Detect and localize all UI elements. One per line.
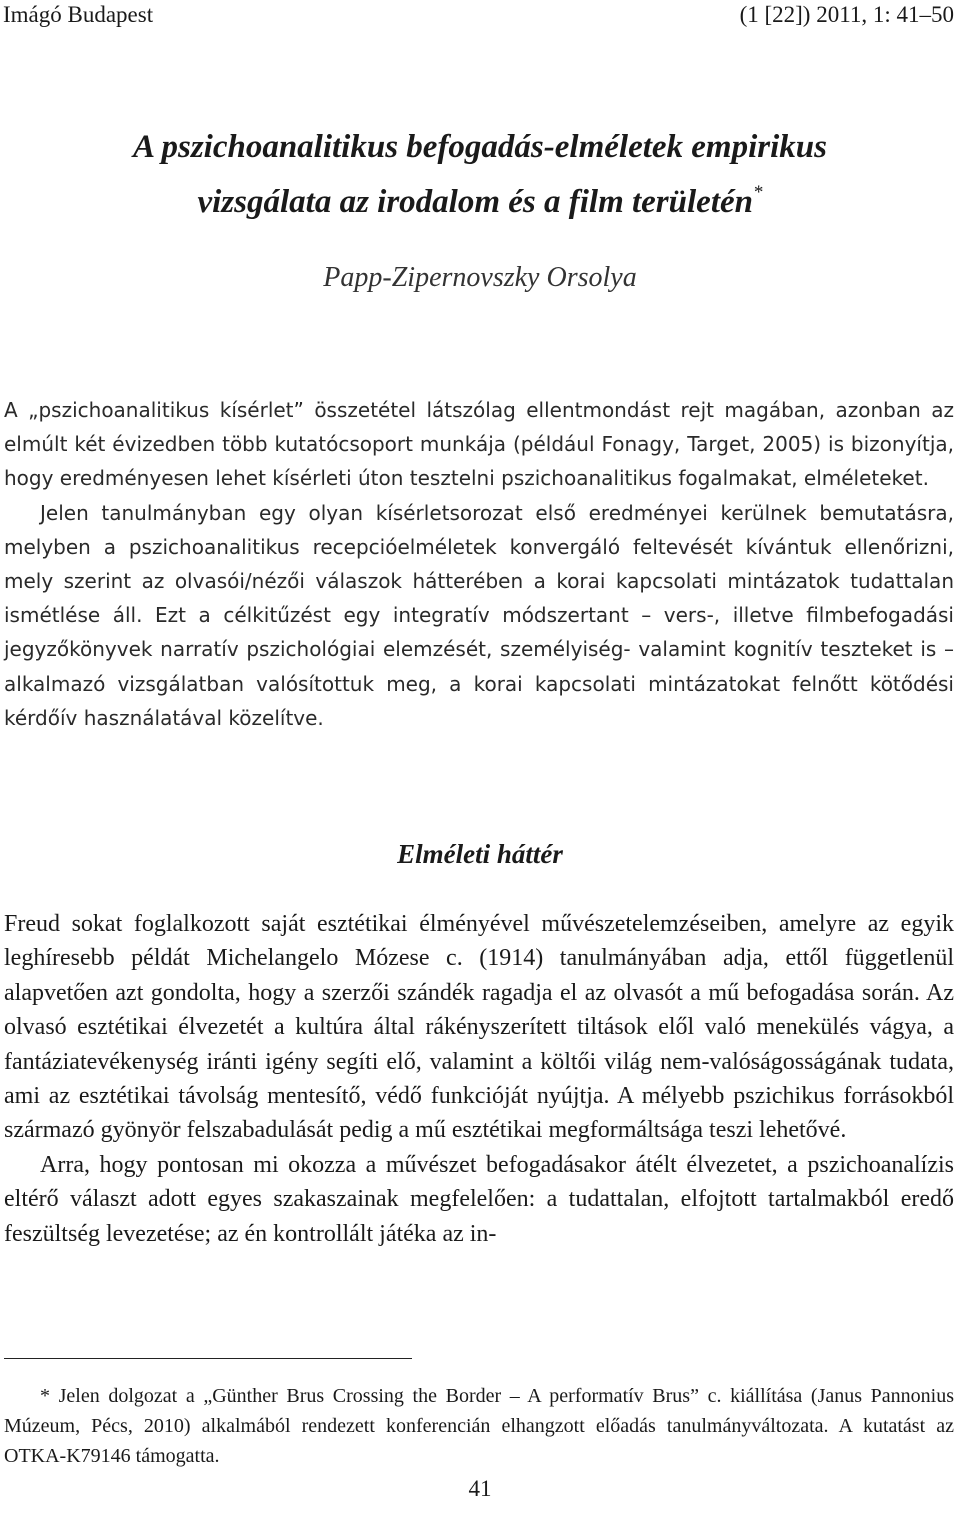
author-name: Papp-Zipernovszky Orsolya — [323, 262, 637, 293]
title-line-1: A pszichoanalitikus befogadás-elméletek empirikus — [133, 129, 827, 165]
title-line-2-text: vizsgálata az irodalom és a film területén — [197, 184, 753, 220]
running-head — [3, 0, 954, 30]
footnote — [4, 1381, 954, 1471]
body-paragraph-1: Freud sokat foglalkozott saját esztétikai élményével művészetelemzéseiben, amelyre az egyik leghíresebb példát Michelangelo Mózese c. (1914) tanulmányában adja, ettől függetlenül alapvetően azt gondolta, hogy a szerzői szándék ragadja el az olvasót a mű befogadása során. Az olvasó esztétikai élvezetét a kultúra által rákényszerített tiltások elől való menekülés vágya, a fantáziatevékenység iránti igény segíti elő, valamint a költői világ nem-valóságosságának tudata, ami az esztétikai távolság mentesítő, védő funkcióját nyújtja. A mélyebb pszichikus forrásokból származó gyönyör felszabadulását pedig a mű esztétikai megformáltsága teszi lehetővé. — [4, 911, 954, 1144]
abstract-paragraph-1: A „pszichoanalitikus kísérlet” összetétel látszólag ellentmondást rejt magában, azonban az elmúlt két évizedben több kutatócsoport munkája (például Fonagy, Target, 2005) is bizonyítja, hogy eredményesen lehet kísérleti úton tesztelni pszichoanalitikus fogalmakat, elméleteket. — [4, 398, 954, 491]
body-paragraph-2: Arra, hogy pontosan mi okozza a művészet befogadásakor átélt élvezetet, a pszichoanalízis eltérő választ adott egyes szakaszainak megfelelően: a tudattalan, elfojtott tartalmakból eredő feszültség levezetése; az én kontrollált játéka az in- — [4, 1151, 954, 1247]
title-footnote-mark[interactable]: * — [753, 182, 763, 203]
footnote-divider — [4, 1358, 412, 1359]
section-heading: Elméleti háttér — [397, 839, 563, 869]
footnote-text: * Jelen dolgozat a „Günther Brus Crossing the Border – A performatív Brus” c. kiállítása (Janus Pannonius Múzeum, Pécs, 2010) alkalmából rendezett konferencián elhangzott előadás tanulmányváltozata. A kutatást az OTKA-K79146 támogatta. — [4, 1385, 954, 1467]
article-title — [0, 124, 960, 225]
page-number: 41 — [468, 1476, 492, 1501]
abstract — [4, 393, 954, 735]
abstract-paragraph-2: Jelen tanulmányban egy olyan kísérletsorozat első eredményei kerülnek bemutatásra, melyben a pszichoanalitikus recepcióelméletek konvergáló feltevését kívántuk ellenőrizni, mely szerint az olvasói/nézői válaszok hátterében a korai kapcsolati mintázatok tudattalan ismétlése áll. Ezt a célkitűzést egy integratív módszertant – vers-, illetve filmbefogadási jegyzőkönyvek narratív pszichológiai elemzését, személyiség- valamint kognitív teszteket is – alkalmazó vizsgálatban valósítottuk meg, a korai kapcsolati mintázatokat felnőtt kötődési kérdőív használatával közelítve. — [4, 500, 954, 730]
issue-citation: (1 [22]) 2011, 1: 41–50 — [739, 2, 954, 27]
journal-name: Imágó Budapest — [3, 2, 154, 27]
title-line-2 — [0, 170, 960, 225]
body-text — [4, 907, 954, 1251]
